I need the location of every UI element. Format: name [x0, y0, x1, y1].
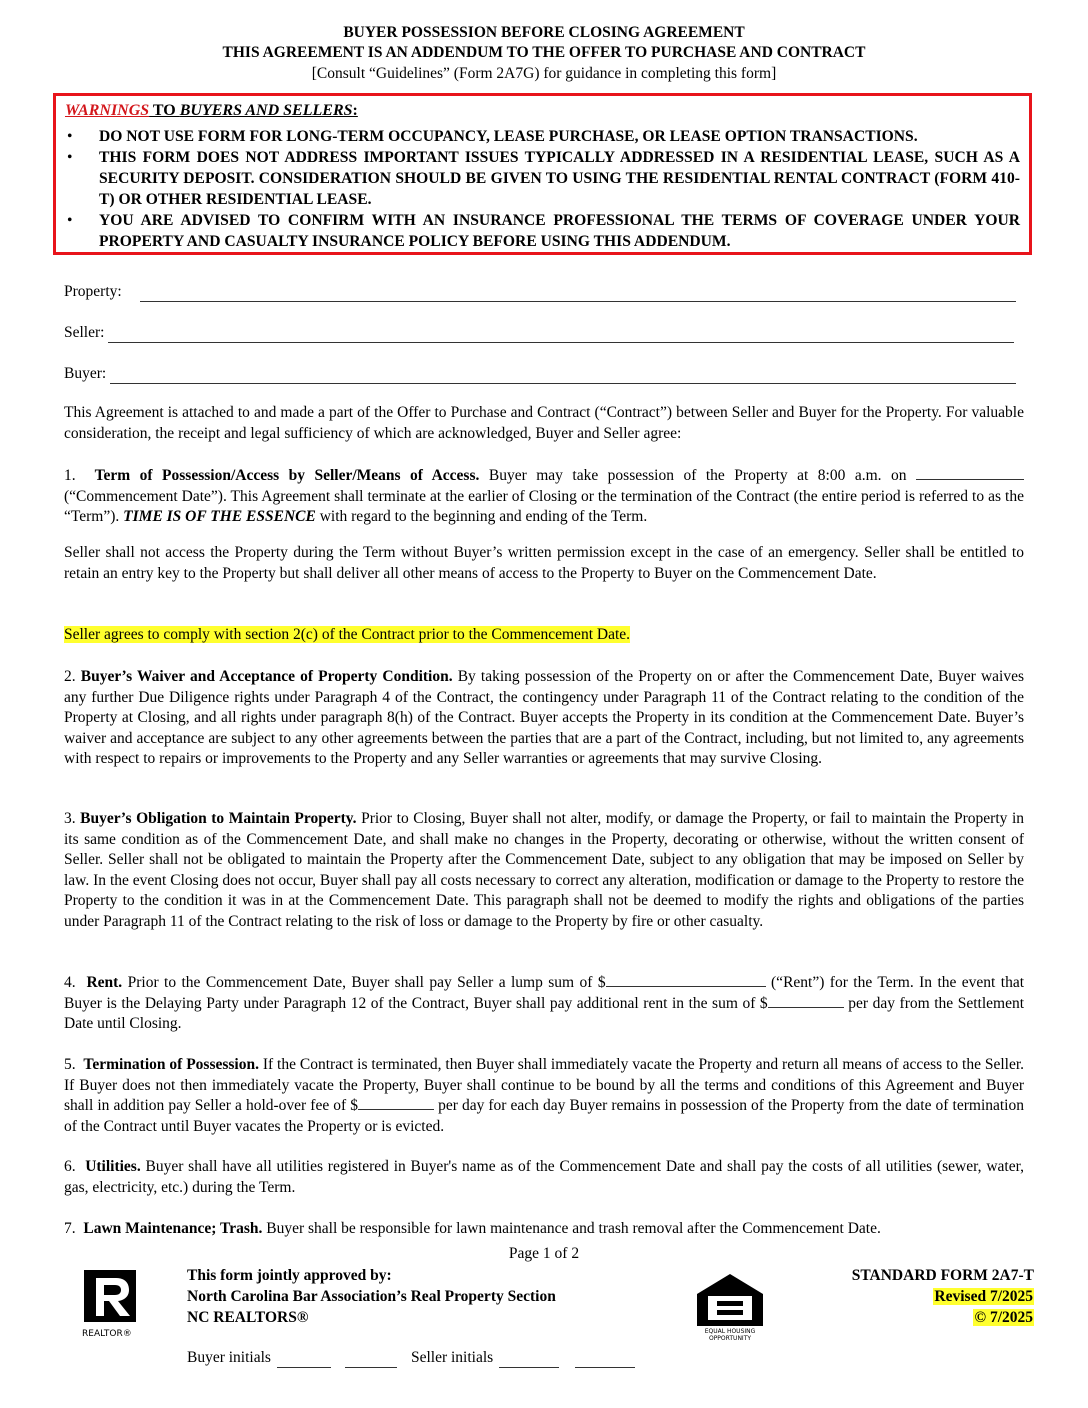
section-4-heading: Rent. — [86, 974, 123, 991]
seller-initials-input-1[interactable] — [499, 1354, 559, 1368]
standard-form-block — [852, 1265, 1034, 1328]
section-1-highlight-paragraph — [64, 625, 1024, 646]
document-title: BUYER POSSESSION BEFORE CLOSING AGREEMENT — [343, 24, 745, 41]
eho-text-line-2: OPPORTUNITY — [708, 1335, 752, 1342]
bullet-icon: • — [67, 128, 73, 145]
buyer-label: Buyer: — [64, 365, 107, 382]
warning-item: • DO NOT USE FORM FOR LONG-TERM OCCUPANCY, LEASE PURCHASE, OR LEASE OPTION TRANSACTIONS. — [67, 128, 918, 145]
rent-amount-input[interactable] — [606, 973, 766, 987]
intro-paragraph: This Agreement is attached to and made a part of the Offer to Purchase and Contract (“Contract”) between Seller and Buyer for the Property. For valuable consideration, the receipt and legal sufficiency of which are acknowledged, Buyer and Seller agree: — [64, 404, 1024, 442]
section-5-heading: Termination of Possession. — [83, 1056, 259, 1073]
approval-line-1: This form jointly approved by: — [187, 1267, 392, 1284]
copyright-date: © 7/2025 — [974, 1309, 1033, 1326]
seller-label: Seller: — [64, 324, 105, 341]
buyer-initials-input-2[interactable] — [345, 1354, 397, 1368]
equal-housing-logo-icon — [695, 1272, 765, 1347]
section-2-heading: Buyer’s Waiver and Acceptance of Property Condition. — [80, 668, 453, 685]
warning-item: • THIS FORM DOES NOT ADDRESS IMPORTANT ISSUES TYPICALLY ADDRESSED IN A RESIDENTIAL LEASE, SUCH AS A SECURITY DEPOSIT. CONSIDERATION SHOULD BE GIVEN TO USING THE RESIDENTIAL RENTAL CONTRACT (FORM 410-T) OR OTHER RESIDENTIAL LEASE. — [67, 149, 1020, 208]
warnings-title: WARNINGS TO BUYERS AND SELLERS: — [65, 102, 358, 119]
section-3-heading: Buyer’s Obligation to Maintain Property. — [80, 810, 357, 827]
seller-field — [64, 323, 1014, 343]
time-essence-emphasis: TIME IS OF THE ESSENCE — [123, 508, 316, 526]
section-1-access-paragraph: Seller shall not access the Property during the Term without Buyer’s written permission except in the case of an emergency. Seller shall be entitled to retain an entry key to the Property but shall deliver all other means of access to the Property to Buyer on the Commencement Date. — [64, 544, 1024, 582]
warnings-box — [53, 93, 1032, 255]
section-6-heading: Utilities. — [85, 1158, 141, 1175]
page-number: Page 1 of 2 — [508, 1245, 580, 1262]
buyer-field — [64, 364, 1016, 384]
section-1: 1. Term of Possession/Access by Seller/Means of Access. Buyer may take possession of the Property at 8:00 a.m. on (“Commencement Date”). This Agreement shall terminate at the earlier of Closing or the termination of the Contract (the entire period is referred to as the “Term”). TIME IS OF THE ESSENCE with regard to the beginning and ending of the Term. — [64, 467, 1024, 526]
bullet-icon: • — [67, 212, 73, 229]
additional-rent-input[interactable] — [768, 994, 844, 1008]
approval-line-2: North Carolina Bar Association’s Real Property Section — [187, 1288, 556, 1305]
eho-text-line-1: EQUAL HOUSING — [704, 1328, 756, 1335]
section-2: 2. Buyer’s Waiver and Acceptance of Property Condition. By taking possession of the Property on or after the Commencement Date, Buyer waives any further Due Diligence rights under Paragraph 4 of the Contract, the contingency under Paragraph 11 of the Contract relating to the condition of the Property at Closing, and all rights under paragraph 8(h) of the Contract. Buyer accepts the Property in its condition at the Commencement Date. Buyer’s waiver and acceptance are subject to any other agreements between the parties that are a part of the Contract, including, but not limited to, any agreements with respect to repairs or improvements to the Property and any Seller warranties or agreements that may survive Closing. — [64, 668, 1025, 768]
approval-line-3: NC REALTORS® — [187, 1309, 309, 1326]
realtor-r-icon — [82, 1270, 146, 1340]
property-label: Property: — [64, 283, 122, 300]
buyer-initials-label: Buyer initials — [187, 1349, 271, 1366]
buyer-initials-input-1[interactable] — [277, 1354, 331, 1368]
section-5: 5. Termination of Possession. If the Contract is terminated, then Buyer shall immediately vacate the Property and return all means of access to the Seller. If Buyer does not then immediately vacate the Property, Buyer shall continue to be bound by all the terms and conditions of this Agreement and Buyer shall in addition pay Seller a hold-over fee of $ per day for each day Buyer remains in possession of the Property from the date of termination of the Contract until Buyer vacates the Property or is evicted. — [64, 1056, 1025, 1135]
property-input[interactable] — [140, 287, 1016, 302]
buyer-input[interactable] — [110, 369, 1016, 384]
section-7: 7. Lawn Maintenance; Trash. Buyer shall be responsible for lawn maintenance and trash removal after the Commencement Date. — [64, 1220, 881, 1237]
form-name: STANDARD FORM 2A7-T — [851, 1267, 1034, 1284]
property-field — [64, 282, 1016, 302]
revised-date: Revised 7/2025 — [934, 1288, 1033, 1305]
bullet-icon: • — [67, 149, 73, 166]
section-3: 3. Buyer’s Obligation to Maintain Property. Prior to Closing, Buyer shall not alter, modify, or damage the Property, or fail to maintain the Property in its same condition as of the Commencement Date, and shall make no changes in the Property, decorating or otherwise, without the written consent of Seller. Seller shall not be obligated to maintain the Property after the Commencement Date, subject to any obligation that may be imposed on Seller by law. In the event Closing does not occur, Buyer shall pay all costs necessary to correct any alteration, modification or damage to the Property to restore the Property to the condition it was in at the Commencement Date. This paragraph shall not be deemed to modify the rights and obligations of the parties under Paragraph 11 of the Contract relating to the risk of loss or damage to the Property by fire or other casualty. — [64, 810, 1025, 930]
realtor-logo-icon — [82, 1270, 146, 1345]
seller-initials-input-2[interactable] — [575, 1354, 635, 1368]
document-subtitle: THIS AGREEMENT IS AN ADDENDUM TO THE OFFER TO PURCHASE AND CONTRACT — [222, 44, 866, 61]
consult-note: [Consult “Guidelines” (Form 2A7G) for guidance in completing this form] — [311, 65, 777, 82]
highlighted-text: Seller agrees to comply with section 2(c) of the Contract prior to the Commencement Date. — [64, 626, 631, 643]
section-7-heading: Lawn Maintenance; Trash. — [83, 1220, 263, 1237]
section-4: 4. Rent. Prior to the Commencement Date, Buyer shall pay Seller a lump sum of $ (“Rent”) for the Term. In the event that Buyer is the Delaying Party under Paragraph 12 of the Contract, Buyer shall pay additional rent in the sum of $ per day from the Settlement Date until Closing. — [64, 974, 1025, 1033]
section-1-heading: Term of Possession/Access by Seller/Means of Access. — [94, 467, 480, 484]
warning-item: • YOU ARE ADVISED TO CONFIRM WITH AN INSURANCE PROFESSIONAL THE TERMS OF COVERAGE UNDER YOUR PROPERTY AND CASUALTY INSURANCE POLICY BEFORE USING THIS ADDENDUM. — [67, 212, 1020, 250]
seller-initials-label: Seller initials — [410, 1349, 494, 1366]
commencement-date-input[interactable] — [916, 466, 1024, 480]
holdover-fee-input[interactable] — [358, 1096, 434, 1110]
seller-input[interactable] — [108, 328, 1014, 343]
house-equal-icon — [695, 1272, 765, 1342]
initials-row — [187, 1348, 635, 1368]
approval-block — [187, 1265, 556, 1328]
realtor-logo-text: REALTOR® — [82, 1329, 132, 1339]
section-6: 6. Utilities. Buyer shall have all utilities registered in Buyer's name as of the Commencement Date and shall pay the costs of all utilities (sewer, water, gas, electricity, etc.) during the Term. — [64, 1158, 1024, 1196]
